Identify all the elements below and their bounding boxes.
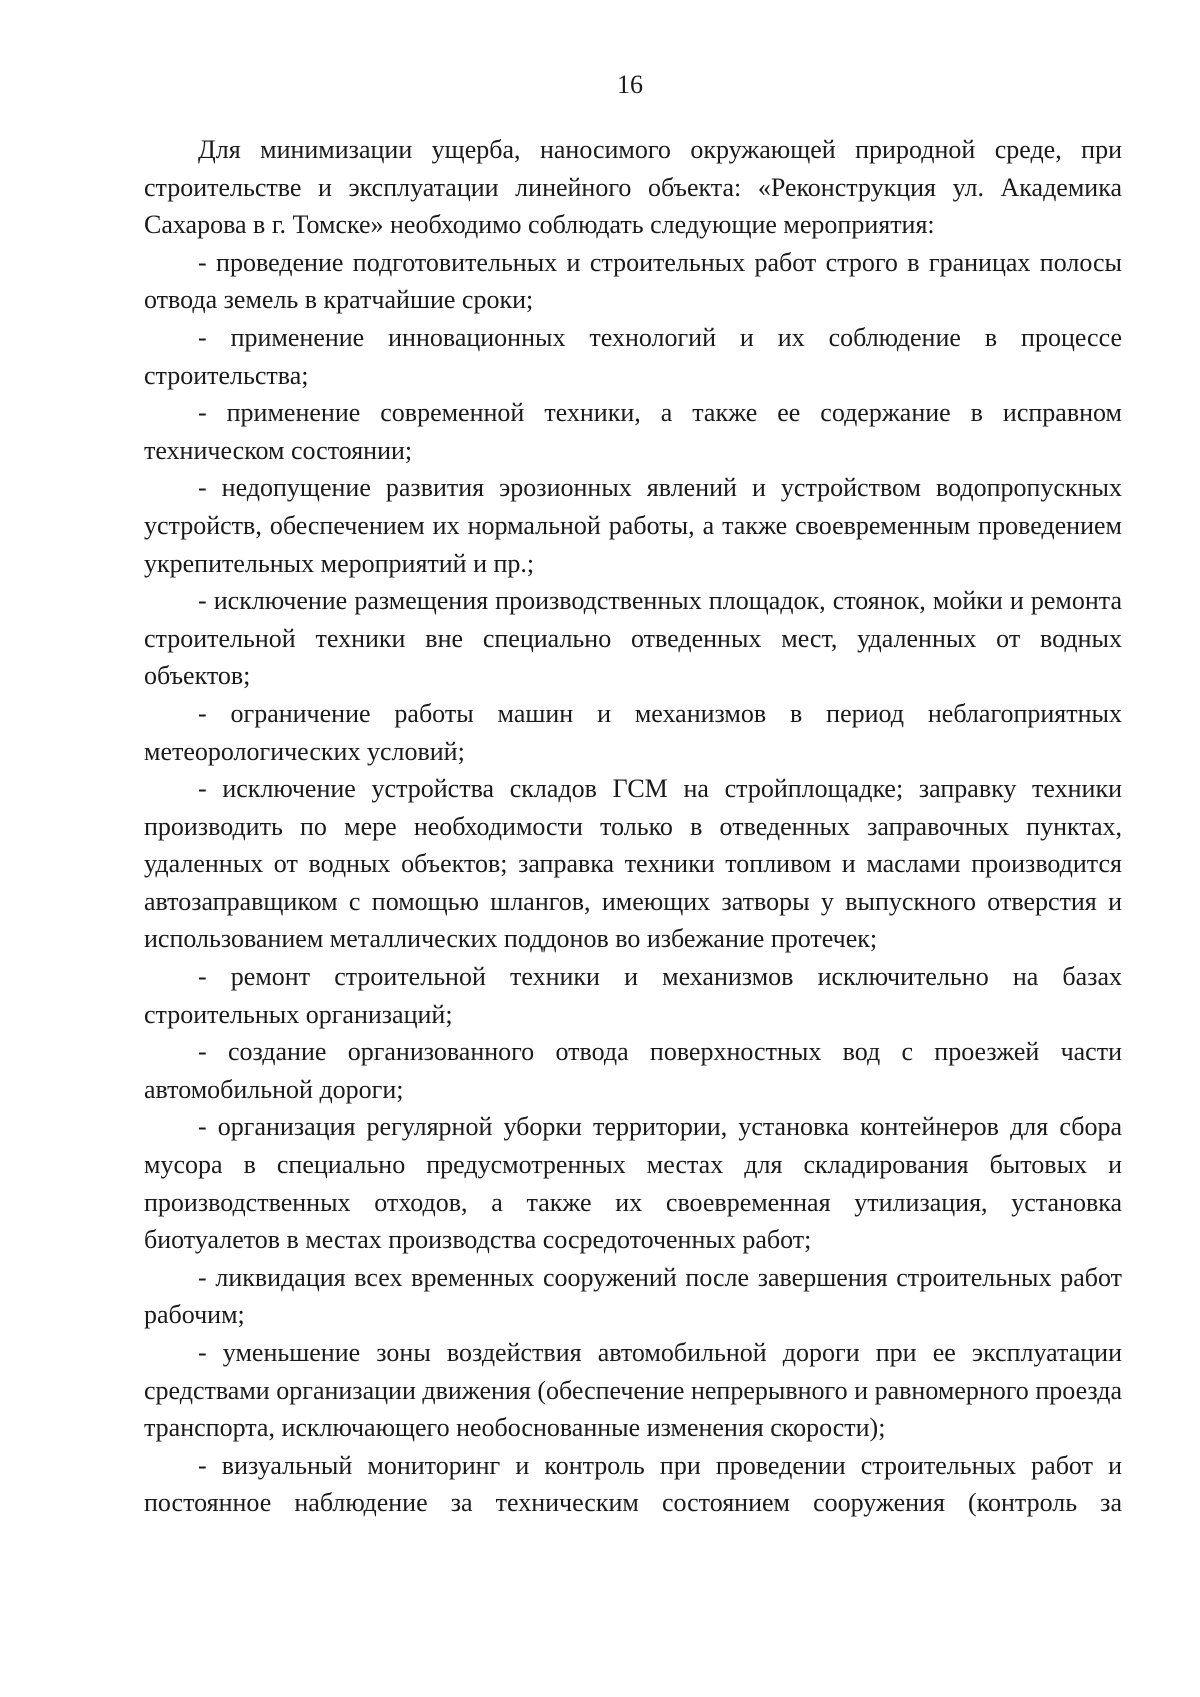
list-item-surface-drainage: - создание организованного отвода поверхностных вод с проезжей части автомобильной дороги; [144, 1037, 1122, 1104]
list-item-modern-equipment: - применение современной техники, а также ее содержание в исправном техническом состоянии; [144, 398, 1122, 465]
list-item-erosion-prevention: - недопущение развития эрозионных явлений и устройством водопропускных устройств, обеспечением их нормальной работы, а также своевременным проведением укрепительных мероприятий и пр.; [144, 473, 1122, 578]
list-item-equipment-repair: - ремонт строительной техники и механизмов исключительно на базах строительных организаций; [144, 962, 1122, 1029]
list-item-weather-restrictions: - ограничение работы машин и механизмов в период неблагоприятных метеорологических условий; [144, 698, 1122, 766]
list-item-traffic-impact: - уменьшение зоны воздействия автомобильной дороги при ее эксплуатации средствами организации движения (обеспечение непрерывного и равномерного проезда транспорта, исключающего необоснованные изменения скорости); [144, 1338, 1122, 1443]
page-number: 16 [617, 70, 643, 99]
list-item-temporary-structures: - ликвидация всех временных сооружений после завершения строительных работ рабочим; [144, 1262, 1122, 1330]
list-item-innovative-technologies: - применение инновационных технологий и их соблюдение в процессе строительства; [144, 322, 1122, 390]
list-item-site-work: - проведение подготовительных и строительных работ строго в границах полосы отвода земель в кратчайшие сроки; [144, 247, 1122, 315]
list-item-visual-monitoring: - визуальный мониторинг и контроль при проведении строительных работ и постоянное наблюдение за техническим состоянием сооружения (контроль за [144, 1450, 1122, 1518]
list-item-fuel-storage: - исключение устройства складов ГСМ на стройплощадке; заправку техники производить по мере необходимости только в отведенных заправочных пунктах, удаленных от водных объектов; заправка техники топливом и маслами производится автозаправщиком с помощью шлангов, имеющих затворы у выпускного отверстия и использованием металлических поддонов во избежание протечек; [144, 774, 1122, 954]
intro-paragraph: Для минимизации ущерба, наносимого окружающей природной среде, при строительстве и эксплуатации линейного объекта: «Реконструкция ул. Академика Сахарова в г. Томске» необходимо соблюдать следующие мероприятия: [144, 135, 1122, 240]
list-item-site-placement: - исключение размещения производственных площадок, стоянок, мойки и ремонта строительной техники вне специально отведенных мест, удаленных от водных объектов; [144, 586, 1122, 691]
document-body [144, 131, 1122, 1522]
list-item-waste-management: - организация регулярной уборки территории, установка контейнеров для сбора мусора в специально предусмотренных местах для складирования бытовых и производственных отходов, а также их своевременная утилизация, установка биотуалетов в местах производства сосредоточенных работ; [144, 1112, 1122, 1255]
